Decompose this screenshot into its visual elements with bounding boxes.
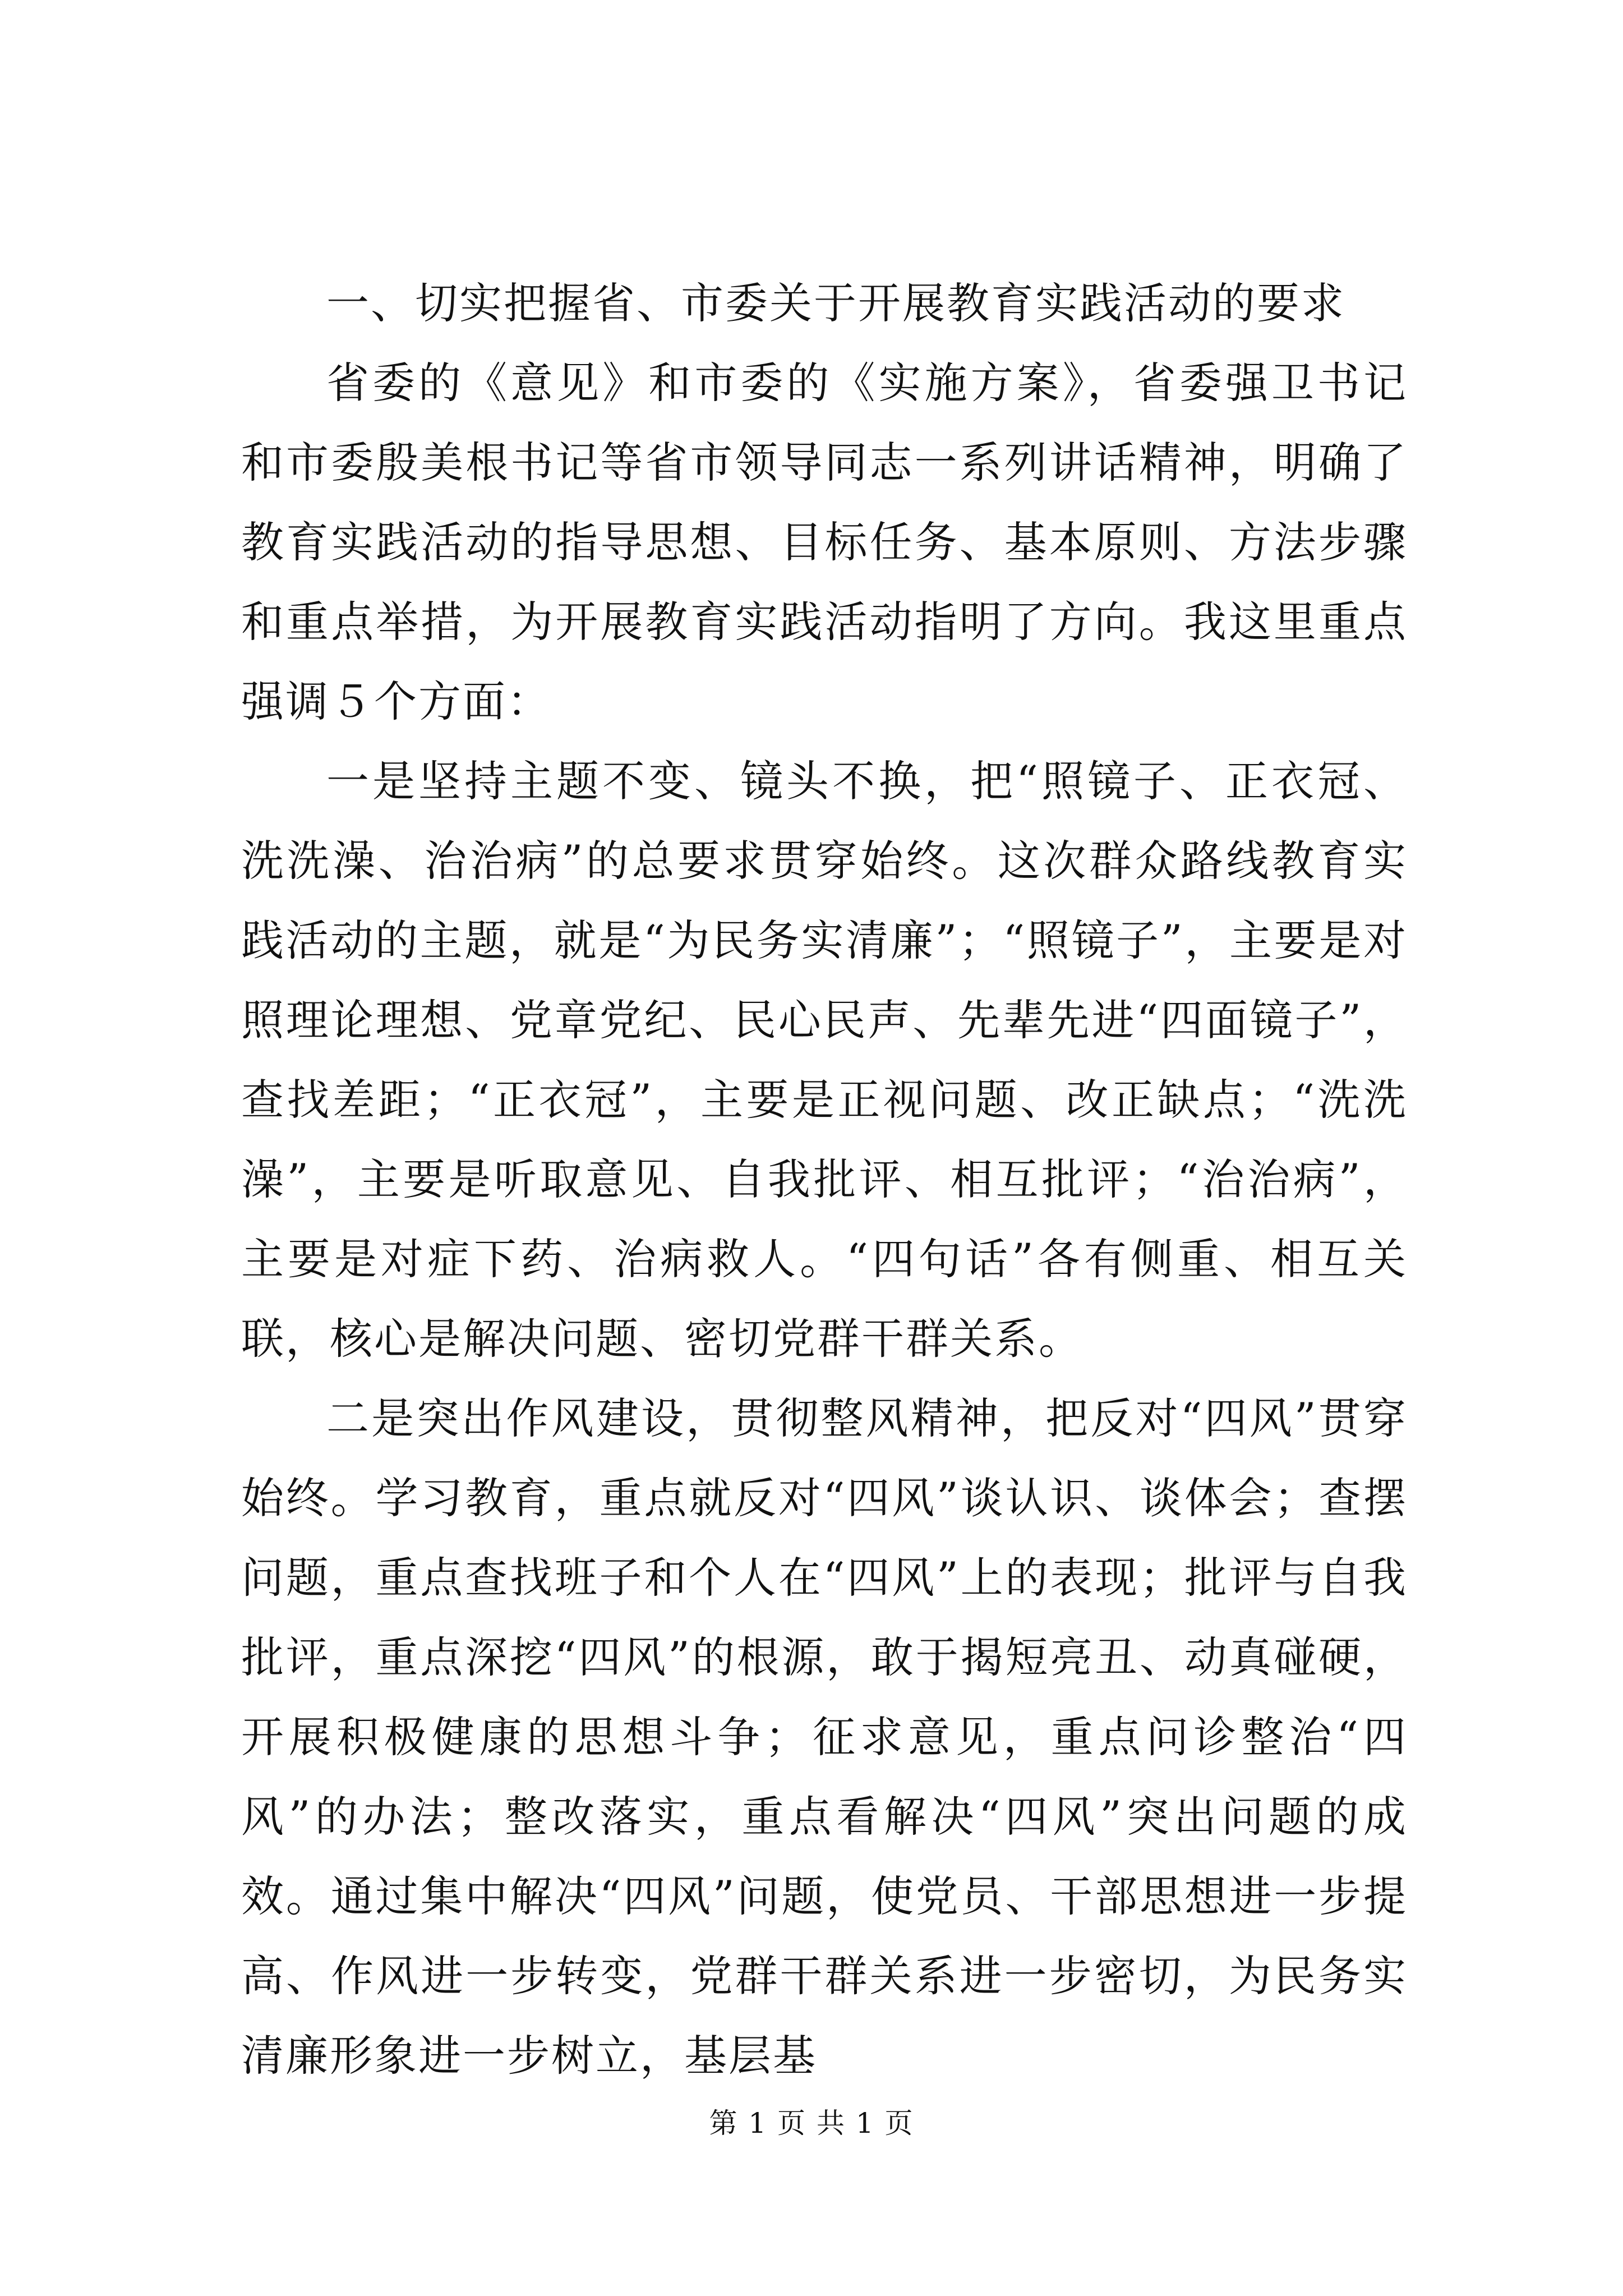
section-heading: 一、切实把握省、市委关于开展教育实践活动的要求 xyxy=(326,278,1345,328)
paragraph-point-two: 二是突出作风建设，贯彻整风精神，把反对“四风”贯穿始终。学习教育，重点就反对“四风”谈认识、谈体会；查摆问题，重点查找班子和个人在“四风”上的表现；批评与自我批评，重点深挖“四风”的根源，敢于揭短亮丑、动真碰硬，开展积极健康的思想斗争；征求意见，重点问诊整治“四风”的办法；整改落实，重点看解决“四风”突出问题的成效。通过集中解决“四风”问题，使党员、干部思想进一步提高、作风进一步转变，党群干群关系进一步密切，为民务实清廉形象进一步树立，基层基 xyxy=(241,1393,1408,2081)
paragraph-point-one: 一是坚持主题不变、镜头不换，把“照镜子、正衣冠、洗洗澡、治治病”的总要求贯穿始终。这次群众路线教育实践活动的主题，就是“为民务实清廉”；“照镜子”，主要是对照理论理想、党章党纪、民心民声、先辈先进“四面镜子”，查找差距；“正衣冠”，主要是正视问题、改正缺点；“洗洗澡”，主要是听取意见、自我批评、相互批评；“治治病”，主要是对症下药、治病救人。“四句话”各有侧重、相互关联，核心是解决问题、密切党群干群关系。 xyxy=(241,756,1408,1364)
page-footer: 第 1 页 共 1 页 xyxy=(709,2107,914,2139)
document-body xyxy=(241,264,1408,2096)
paragraph-intro: 省委的《意见》和市委的《实施方案》，省委强卫书记和市委殷美根书记等省市领导同志一系列讲话精神，明确了教育实践活动的指导思想、目标任务、基本原则、方法步骤和重点举措，为开展教育实践活动指明了方向。我这里重点强调５个方面： xyxy=(241,358,1408,726)
